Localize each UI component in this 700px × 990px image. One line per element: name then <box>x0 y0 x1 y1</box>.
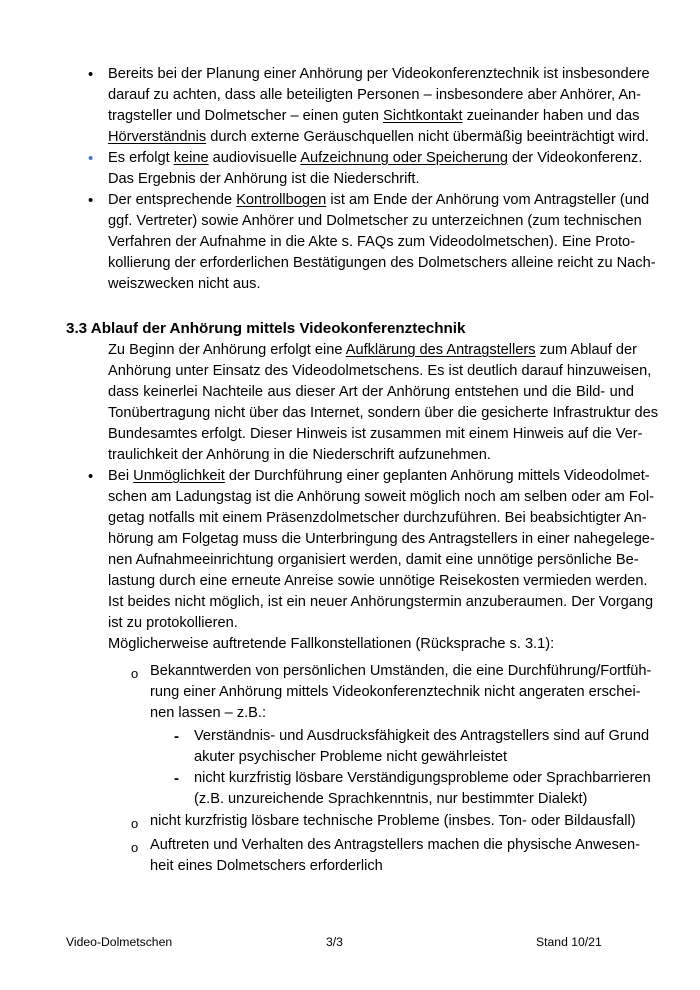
text-line: ggf. Vertreter) sowie Anhörer und Dolmetscher zu unterzeichnen (zum technischen <box>108 213 642 229</box>
section-heading: 3.3 Ablauf der Anhörung mittels Videokonferenztechnik <box>66 320 466 337</box>
text-line: schen am Ladungstag ist die Anhörung soweit möglich noch am selben oder am Fol- <box>108 489 654 505</box>
underlined-term: Sichtkontakt <box>383 108 463 124</box>
text-line: Bekanntwerden von persönlichen Umständen, die eine Durchführung/Fortfüh- <box>150 663 652 679</box>
text-line: Auftreten und Verhalten des Antragstellers machen die physische Anwesen- <box>150 837 641 853</box>
text-line: getag notfalls mit einem Präsenzdolmetscher durchzuführen. Bei beabsichtigter An- <box>108 510 647 526</box>
underlined-term: Unmöglichkeit <box>133 468 225 484</box>
underlined-term: Kontrollbogen <box>236 192 327 208</box>
text-line: dass keinerlei Nachteile aus dieser Art der Anhörung entstehen und die Bild- und <box>108 384 634 400</box>
circle-bullet-1: o <box>131 666 139 681</box>
text-line: hörung am Folgetag muss die Unterbringung des Antragstellers in einer nahegelege- <box>108 531 655 547</box>
dash-bullet-1: - <box>174 728 179 745</box>
text-line: Zu Beginn der Anhörung erfolgt eine Aufklärung des Antragstellers zum Ablauf der <box>108 342 637 358</box>
text-line: Es erfolgt keine audiovisuelle Aufzeichnung oder Speicherung der Videokonferenz. <box>108 150 643 166</box>
text-line: lastung durch eine erneute Anreise sowie unnötige Reisekosten vermieden werden. <box>108 573 648 589</box>
underlined-term: keine <box>173 150 209 166</box>
bullet-dot-4: • <box>88 468 94 485</box>
text-line: Bei Unmöglichkeit der Durchführung einer geplanten Anhörung mittels Videodolmet- <box>108 468 650 484</box>
text-line: nicht kurzfristig lösbare Verständigungsprobleme oder Sprachbarrieren <box>194 770 651 786</box>
text-line: nicht kurzfristig lösbare technische Probleme (insbes. Ton- oder Bildausfall) <box>150 813 636 829</box>
text-line: weiszwecken nicht aus. <box>108 276 261 292</box>
bullet-dot-1: • <box>88 66 94 83</box>
text-line: nen Aufnahmeeinrichtung organisiert werden, damit eine unnötige persönliche Be- <box>108 552 639 568</box>
underlined-term: Hörverständnis <box>108 129 207 145</box>
footer-right: Stand 10/21 <box>536 935 602 949</box>
footer-left: Video-Dolmetschen <box>66 935 173 949</box>
text-line: nen lassen – z.B.: <box>150 705 267 721</box>
text-line: kollierung der erforderlichen Bestätigungen des Dolmetschers alleine reicht zu Nach- <box>108 255 656 271</box>
text-line: Anhörung unter Einsatz des Videodolmetschens. Es ist deutlich darauf hinzuweisen, <box>108 363 652 379</box>
circle-bullet-2: o <box>131 816 139 831</box>
text-line: Der entsprechende Kontrollbogen ist am Ende der Anhörung vom Antragsteller (und <box>108 192 650 208</box>
text-line: Hörverständnis durch externe Geräuschquellen nicht übermäßig beeinträchtigt wird. <box>108 129 650 145</box>
text-line: traulichkeit der Anhörung in die Niederschrift aufzunehmen. <box>108 447 491 463</box>
footer-page-number: 3/3 <box>326 935 343 949</box>
circle-bullet-3: o <box>131 840 139 855</box>
dash-bullet-2: - <box>174 770 179 787</box>
text-line: Bundesamtes erfolgt. Dieser Hinweis ist zusammen mit einem Hinweis auf die Ver- <box>108 426 643 442</box>
text-line: akuter psychischer Probleme nicht gewährleistet <box>194 749 508 765</box>
text-line: Das Ergebnis der Anhörung ist die Niederschrift. <box>108 171 420 187</box>
text-line: Tonübertragung nicht über das Internet, sondern über die gesicherte Infrastruktur des <box>108 405 659 421</box>
text-line: heit eines Dolmetschers erforderlich <box>150 858 383 874</box>
text-line: ist zu protokollieren. <box>108 615 238 631</box>
text-line: (z.B. unzureichende Sprachkenntnis, nur bestimmter Dialekt) <box>194 791 588 807</box>
bullet-dot-3: • <box>88 192 94 209</box>
text-line: Verfahren der Aufnahme in die Akte s. FAQs zum Videodolmetschen). Eine Proto- <box>108 234 636 250</box>
bullet-dot-2: • <box>88 150 94 167</box>
text-line: Ist beides nicht möglich, ist ein neuer Anhörungstermin anzuberaumen. Der Vorgang <box>108 594 654 610</box>
text-line: rung einer Anhörung mittels Videokonferenztechnik nicht angeraten erschei- <box>150 684 641 700</box>
text-line: tragsteller und Dolmetscher – einen guten Sichtkontakt zueinander haben und das <box>108 108 640 124</box>
text-line: Verständnis- und Ausdrucksfähigkeit des Antragstellers sind auf Grund <box>194 728 650 744</box>
cases-intro: Möglicherweise auftretende Fallkonstellationen (Rücksprache s. 3.1): <box>108 636 555 652</box>
underlined-term: Aufzeichnung oder Speicherung <box>300 150 508 166</box>
text-line: Bereits bei der Planung einer Anhörung per Videokonferenztechnik ist insbesondere <box>108 66 650 82</box>
underlined-term: Aufklärung des Antragstellers <box>345 342 536 358</box>
text-line: darauf zu achten, dass alle beteiligten Personen – insbesondere aber Anhörer, An- <box>108 87 642 103</box>
